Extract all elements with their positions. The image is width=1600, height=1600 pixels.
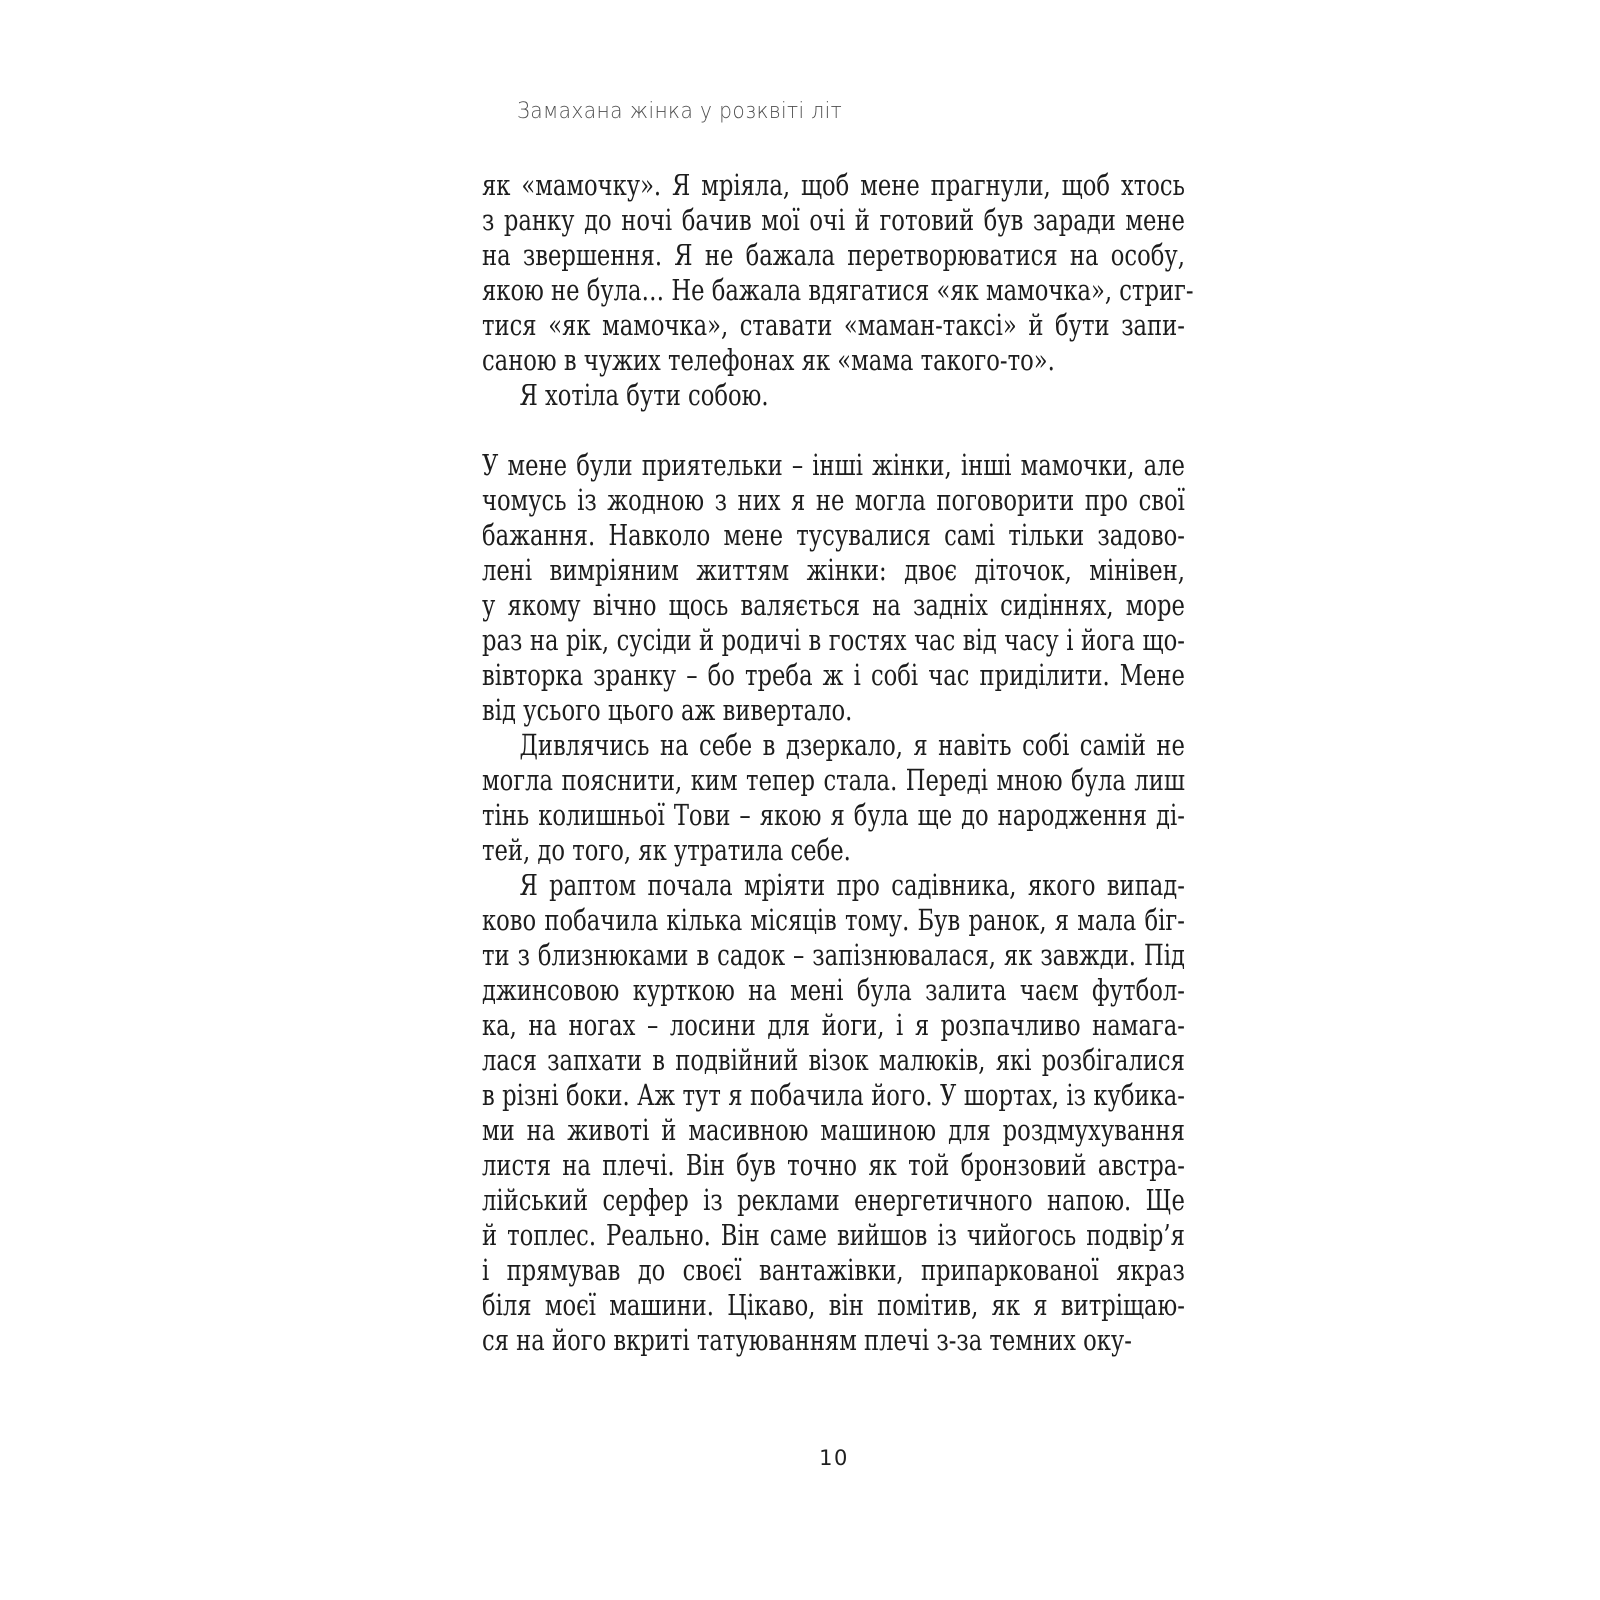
text-line: з ранку до ночі бачив мої очі й готовий був заради мене: [482, 203, 1185, 237]
text-line: як «мамочку». Я мріяла, щоб мене прагнули, щоб хтось: [482, 168, 1185, 202]
text-line: якою не була… Не бажала вдягатися «як мамочка», стриг-: [482, 273, 1194, 307]
text-line: ми на животі й масивною машиною для роздмухування: [482, 1113, 1185, 1147]
text-line: чомусь із жодною з них я не могла поговорити про свої: [482, 483, 1185, 517]
text-line: в різні боки. Аж тут я побачила його. У шортах, із кубика-: [482, 1078, 1185, 1112]
text-line: тей, до того, як утратила себе.: [482, 833, 851, 867]
text-line: листя на плечі. Він був точно як той бронзовий австра-: [482, 1148, 1185, 1182]
text-line: лася запхати в подвійний візок малюків, які розбігалися: [482, 1043, 1185, 1077]
page-number: 10: [819, 1446, 849, 1470]
text-line: вівторка зранку – бо треба ж і собі час приділити. Мене: [482, 658, 1185, 692]
text-line: тінь колишньої Тови – якою я була ще до народження ді-: [482, 798, 1185, 832]
text-line: ти з близнюками в садок – запізнювалася, як завжди. Під: [482, 938, 1185, 972]
text-line: й топлес. Реально. Він саме вийшов із чийогось подвір’я: [482, 1218, 1185, 1252]
paragraph: [482, 868, 1185, 1358]
text-line: джинсовою курткою на мені була залита чаєм футбол-: [482, 973, 1185, 1007]
text-line: Дивлячись на себе в дзеркало, я навіть собі самій не: [519, 728, 1185, 762]
text-line: на звершення. Я не бажала перетворюватися на особу,: [482, 238, 1185, 272]
text-line: у якому вічно щось валяється на задніх сидіннях, море: [482, 588, 1185, 622]
text-line: саною в чужих телефонах як «мама такого-то».: [482, 343, 1055, 377]
text-line: ково побачила кілька місяців тому. Був ранок, я мала біг-: [482, 903, 1185, 937]
paragraph: [482, 378, 1185, 413]
text-line: бажання. Навколо мене тусувалися самі тільки задово-: [482, 518, 1185, 552]
body-text-block: [482, 168, 1194, 1358]
running-header: Замахана жінка у розквіті літ: [517, 99, 843, 124]
text-line: і прямував до своєї вантажівки, припаркованої якраз: [482, 1253, 1185, 1287]
text-line: раз на рік, сусіди й родичі в гостях час від часу і йога що-: [482, 623, 1185, 657]
paragraph: [482, 448, 1185, 728]
text-line: У мене були приятельки – інші жінки, інші мамочки, але: [482, 448, 1185, 482]
paragraph: [482, 728, 1185, 868]
text-line: тися «як мамочка», ставати «маман-таксі» й бути запи-: [482, 308, 1185, 342]
text-line: могла пояснити, ким тепер стала. Переді мною була лиш: [482, 763, 1185, 797]
text-line: Я хотіла бути собою.: [519, 378, 769, 412]
text-line: від усього цього аж вивертало.: [482, 693, 853, 727]
paragraph: [482, 168, 1194, 378]
text-line: лійський серфер із реклами енергетичного напою. Ще: [482, 1183, 1185, 1217]
text-line: біля моєї машини. Цікаво, він помітив, як я витріщаю-: [482, 1288, 1185, 1322]
text-line: ся на його вкриті татуюванням плечі з-за темних оку-: [482, 1323, 1132, 1357]
text-line: лені вимріяним життям жінки: двоє діточок, мінівен,: [482, 553, 1185, 587]
text-line: Я раптом почала мріяти про садівника, якого випад-: [519, 868, 1185, 902]
text-line: ка, на ногах – лосини для йоги, і я розпачливо намага-: [482, 1008, 1185, 1042]
